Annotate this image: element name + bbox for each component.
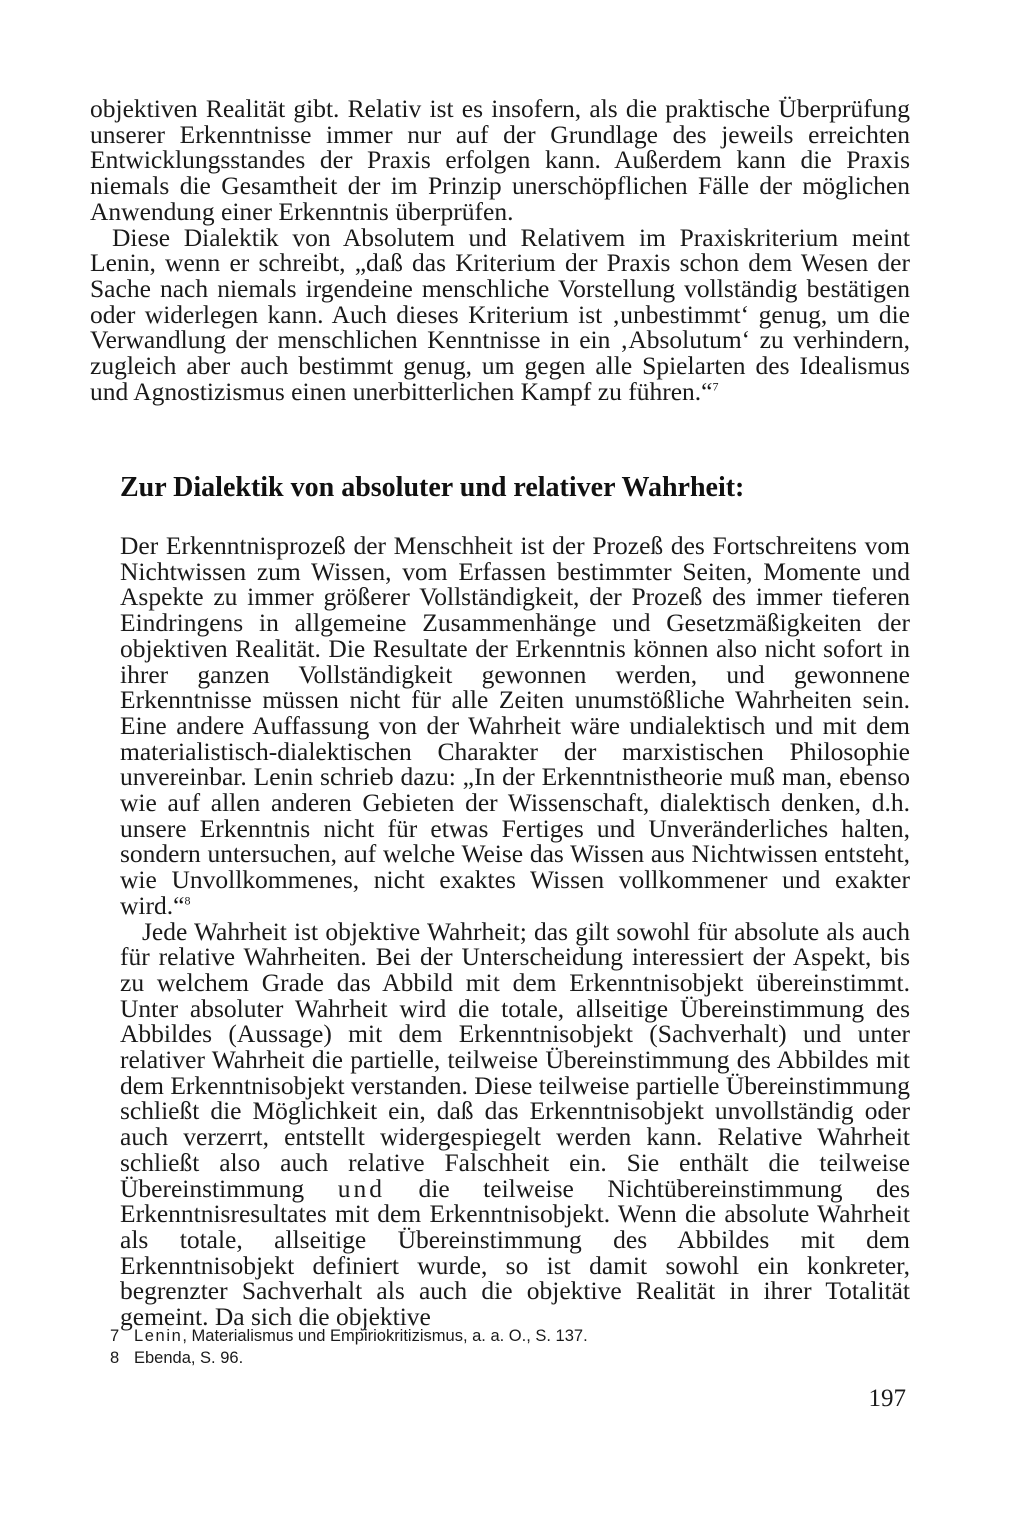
intro-paragraph-2-text: Diese Dialektik von Absolutem und Relativem im Praxiskriterium meint Lenin, wenn er schreibt, „daß das Kriterium der Praxis schon dem Wesen der Sache nach niemals irgendeine menschliche Vorstellung vollständig bestätigen oder widerlegen kann. Auch dieses Kriterium ist ‚unbestimmt‘ genug, um die Verwandlung der menschlichen Kenntnisse in ein ‚Absolutum‘ zu verhindern, zugleich aber auch bestimmt genug, um gegen alle Spielarten des Idealismus und Agnostizismus einen unerbitterlichen Kampf zu führen.“ bbox=[90, 222, 910, 406]
section-paragraph-2 bbox=[120, 916, 911, 1332]
intro-block bbox=[90, 96, 910, 404]
footnote-ref-8[interactable]: 8 bbox=[184, 893, 191, 908]
section-paragraph-1 bbox=[120, 533, 910, 919]
footnote-text: Ebenda, S. 96. bbox=[134, 1349, 244, 1367]
section-body bbox=[120, 533, 910, 1330]
footnote-8 bbox=[110, 1347, 810, 1369]
footnote-number: 8 bbox=[110, 1349, 120, 1367]
section-heading: Zur Dialektik von absoluter und relativer Wahrheit: bbox=[120, 472, 745, 503]
footnote-7 bbox=[110, 1325, 810, 1347]
intro-paragraph-1: objektiven Realität gibt. Relativ ist es insofern, als die praktische Überprüfung unserer Erkenntnisse immer nur auf der Grundlage des jeweils erreichten Entwicklungsstandes der Praxis erfolgen kann. Außerdem kann die Praxis niemals die Gesamtheit der im Prinzip unerschöpflichen Fälle der möglichen Anwendung einer Erkenntnis überprüfen. bbox=[90, 94, 910, 226]
footnote-text: , Materialismus und Empiriokritizismus, a. a. O., S. 137. bbox=[182, 1327, 588, 1345]
footnotes bbox=[110, 1325, 810, 1369]
footnote-ref-7[interactable]: 7 bbox=[712, 379, 719, 394]
emphasis-und: und bbox=[337, 1173, 385, 1203]
section-paragraph-2-text-a: Jede Wahrheit ist objektive Wahrheit; das gilt sowohl für absolute als auch für relative Wahrheiten. Bei der Unterscheidung interessiert der Aspekt, bis zu welchem Grade das Abbild mit dem Erkenntnisobjekt übereinstimmt. Unter absoluter Wahrheit wird die totale, allseitige Übereinstimmung des Abbildes (Aussage) mit dem Erkenntnisobjekt (Sachverhalt) und unter relativer Wahrheit die partielle, teilweise Übereinstimmung des Abbildes mit dem Erkenntnisobjekt verstanden. Diese teilweise partielle Übereinstimmung schließt die Möglichkeit ein, daß das Erkenntnisobjekt unvollständig oder auch verzerrt, entstellt widergespiegelt werden kann. Relative Wahrheit schließt also auch relative Falschheit ein. Sie enthält die teilweise Übereinstimmung bbox=[120, 916, 910, 1203]
page-number: 197 bbox=[868, 1385, 906, 1412]
footnote-author: Lenin bbox=[134, 1327, 183, 1345]
footnote-number: 7 bbox=[110, 1327, 120, 1345]
section-paragraph-2-text-b: die teilweise Nichtübereinstimmung des Erkenntnisresultates mit dem Erkenntnisobjekt. Wenn die absolute Wahrheit als totale, allseitige Übereinstimmung des Abbildes mit dem Erkenntnisobjekt definiert wurde, so ist damit sowohl ein konkreter, begrenzter Sachverhalt als auch die objektive Realität in ihrer Totalität gemeint. Da sich die objektive bbox=[120, 1173, 911, 1332]
section-paragraph-1-text: Der Erkenntnisprozeß der Menschheit ist der Prozeß des Fortschreitens vom Nichtwissen zum Wissen, vom Erfassen bestimmter Seiten, Momente und Aspekte zu immer größerer Vollständigkeit, der Prozeß des immer tieferen Eindringens in allgemeine Zusammenhänge und Gesetzmäßigkeiten der objektiven Realität. Die Resultate der Erkenntnis können also nicht sofort in ihrer ganzen Vollständigkeit gewonnen werden, und gewonnene Erkenntnisse müssen nicht für alle Zeiten unumstößliche Wahrheiten sein. Eine andere Auffassung von der Wahrheit wäre undialektisch und mit dem materialistisch-dialektischen Charakter der marxistischen Philosophie unvereinbar. Lenin schrieb dazu: „In der Erkenntnistheorie muß man, ebenso wie auf allen anderen Gebieten der Wissenschaft, dialektisch denken, d.h. unsere Erkenntnis nicht für etwas Fertiges und Unveränderliches halten, sondern untersuchen, auf welche Weise das Wissen aus Nichtwissen entsteht, wie Unvollkommenes, nicht exaktes Wissen vollkommener und exakter wird.“ bbox=[120, 531, 910, 920]
intro-paragraph-2 bbox=[90, 222, 910, 406]
